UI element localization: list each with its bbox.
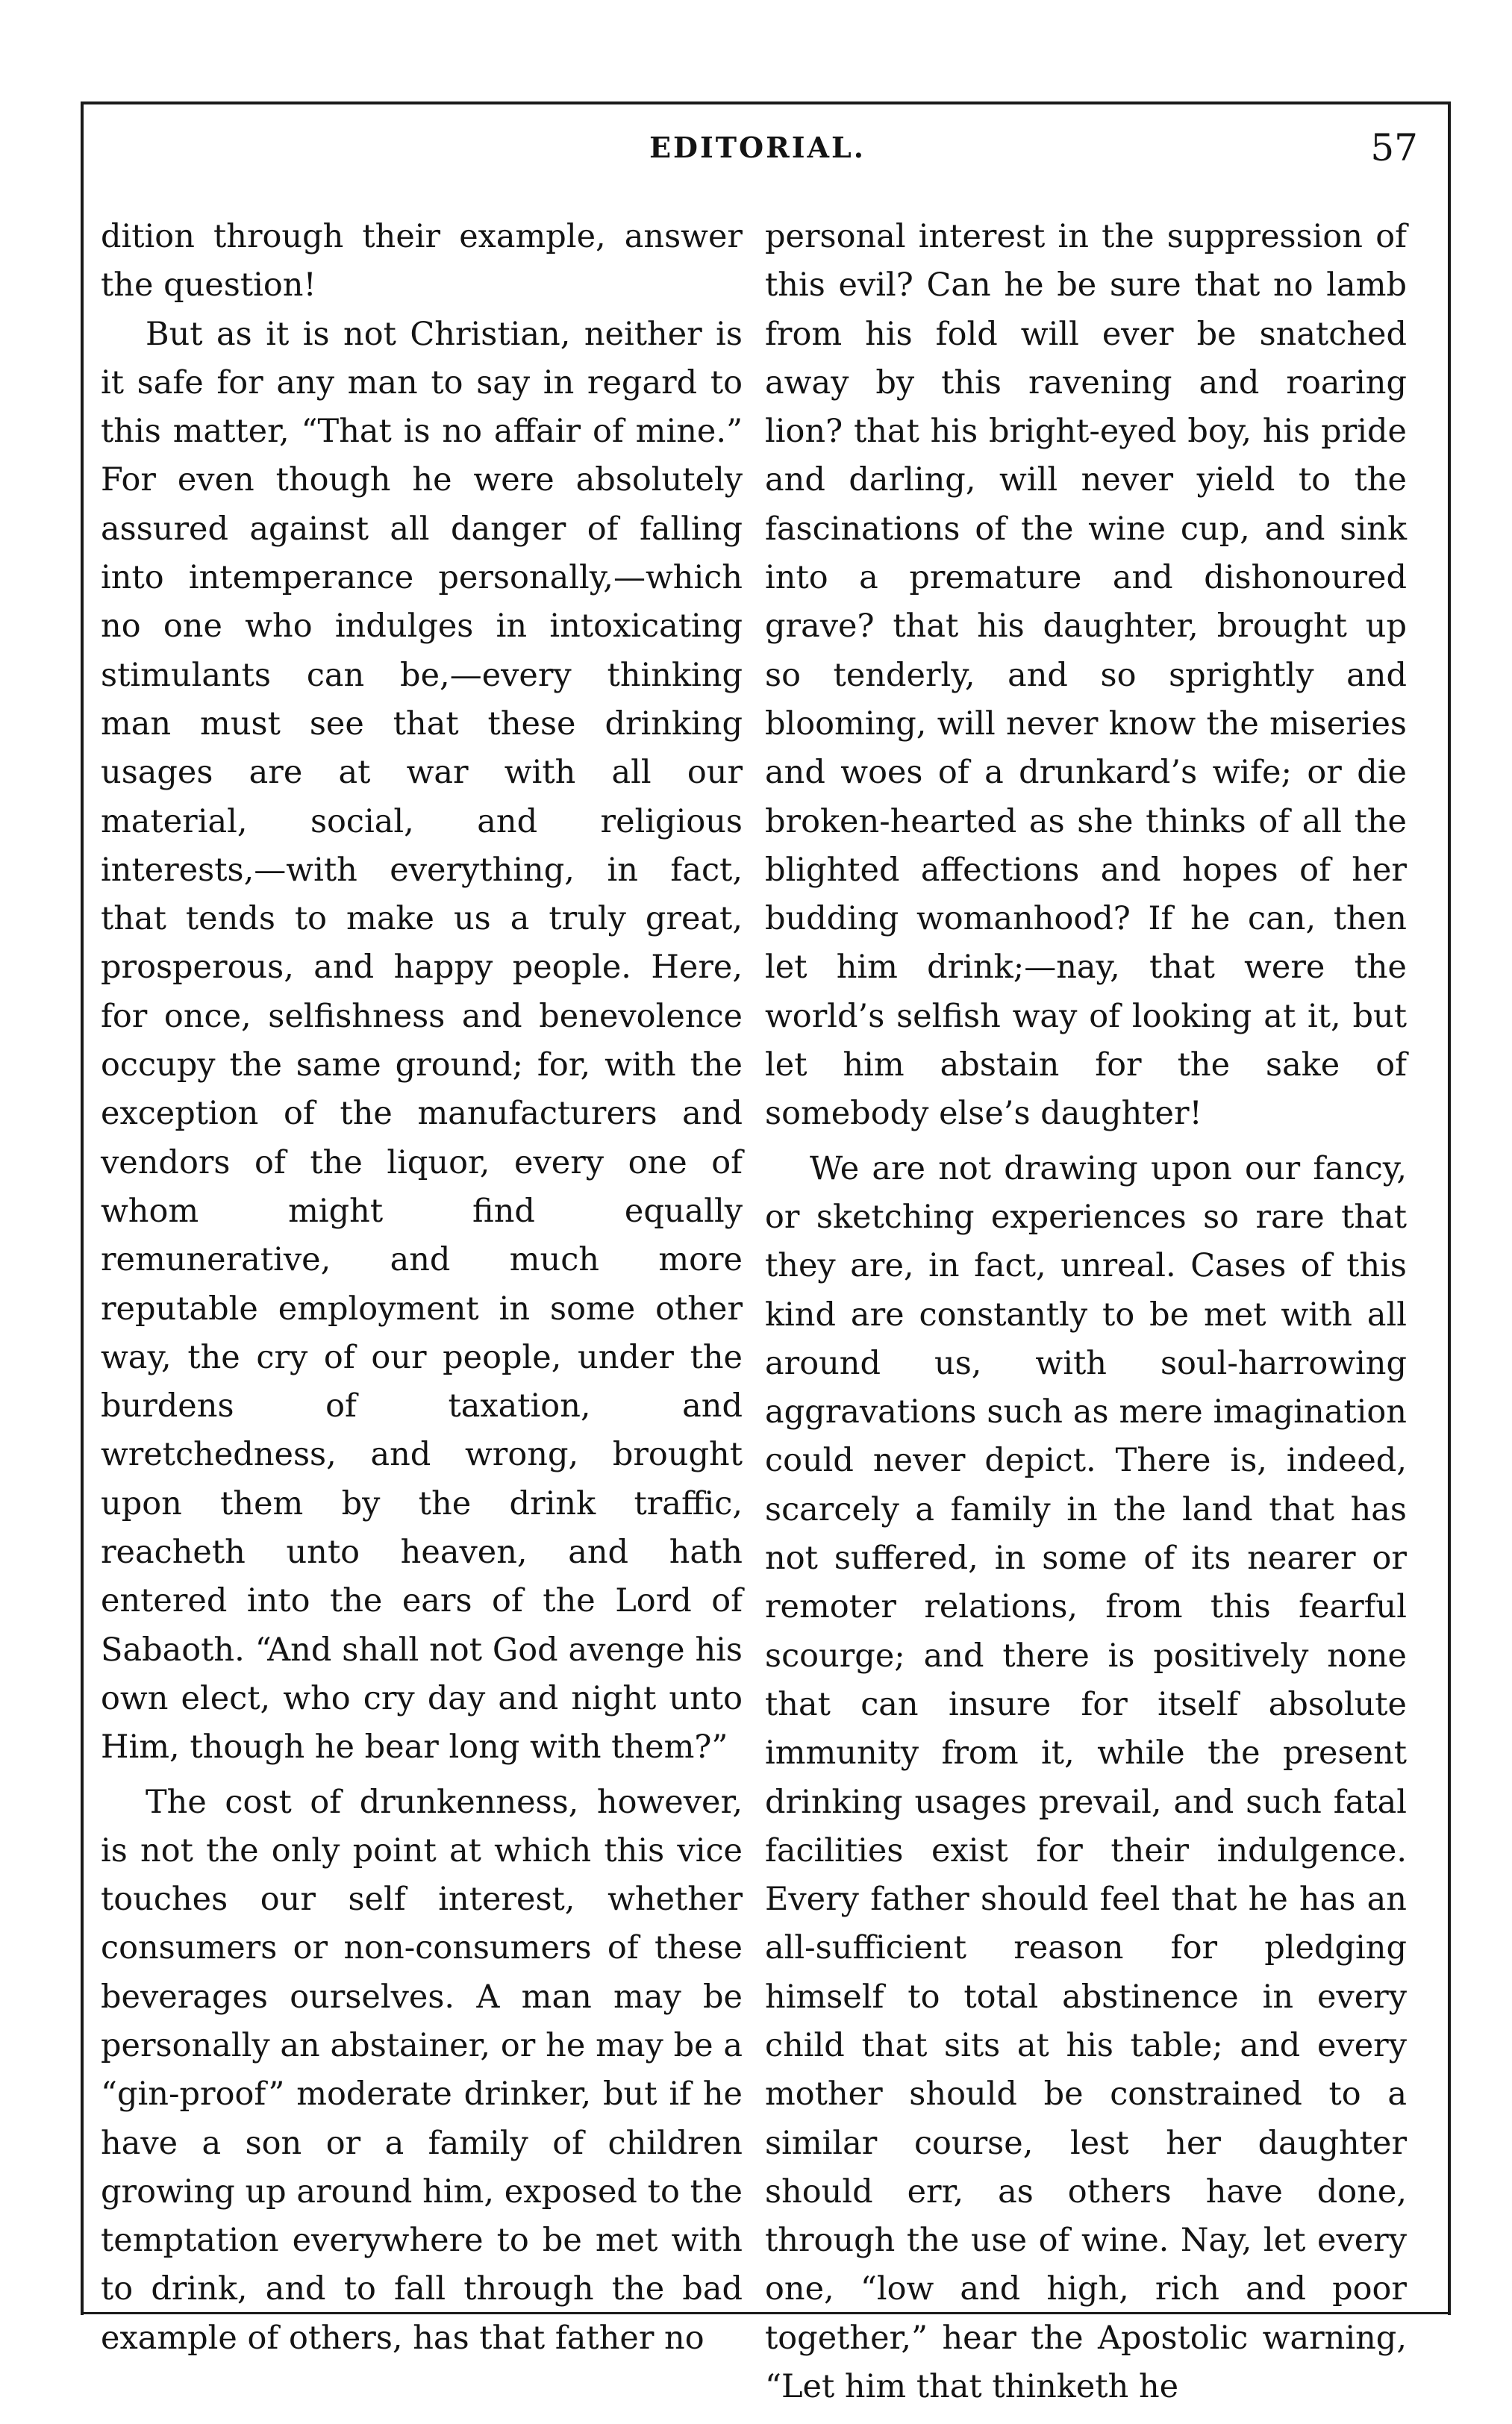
paragraph: We are not drawing upon our fancy, or sketching experiences so rare that they are, in fact, unreal. Cases of this kind are constantly to be met with all around us, with soul-harrowing aggravations such as mere imagination could never depict. There is, indeed, scarcely a family in the land that has not suffered, in some of its nearer or remoter relations, from this fearful scourge; and there is positively none that can insure for itself absolute immunity from it, while the present drinking usages prevail, and such fatal facilities exist for their indulgence. Every father should feel that he has an all-sufficient reason for pledging himself to total abstinence in every child that sits at his table; and every mother should be constrained to a similar course, lest her daughter should err, as others have done, through the use of wine. Nay, let every one, “low and high, rich and poor together,” hear the Apostolic warning, “Let him that thinketh he <box>765 1149 1407 2406</box>
page-border-top <box>84 101 1451 104</box>
right-column <box>765 213 1407 2411</box>
page-number: 57 <box>1370 126 1418 169</box>
running-head: EDITORIAL. <box>649 131 866 164</box>
page-border-right <box>1448 101 1451 2315</box>
paragraph: The cost of drunkenness, however, is not the only point at which this vice touches our self interest, whether consumers or non-consumers of these beverages ourselves. A man may be personally an abstainer, or he may be a “gin-proof” moderate drinker, but if he have a son or a family of children growing up around him, exposed to the temptation everywhere to be met with to drink, and to fall through the bad example of others, has that father no <box>101 1783 743 2357</box>
page-border-left <box>81 101 84 2315</box>
page-header <box>97 126 1418 183</box>
paragraph: But as it is not Christian, neither is it safe for any man to say in regard to this matter, “That is no affair of mine.” For even though he were absolutely assured against all danger of falling into intemperance personally,—which no one who indulges in intoxicating stimulants can be,—every thinking man must see that these drinking usages are at war with all our material, social, and religious interests,—with everything, in fact, that tends to make us a truly great, prosperous, and happy people. Here, for once, selfishness and benevolence occupy the same ground; for, with the exception of the manufacturers and vendors of the liquor, every one of whom might find equally remunerative, and much more reputable employment in some other way, the cry of our people, under the burdens of taxation, and wretchedness, and wrong, brought upon them by the drink traffic, reacheth unto heaven, and hath entered into the ears of the Lord of Sabaoth. “And shall not God avenge his own elect, who cry day and night unto Him, though he bear long with them?” <box>101 315 743 1767</box>
left-column <box>101 213 743 2363</box>
paragraph: dition through their example, answer the question! <box>101 218 743 304</box>
paragraph: personal interest in the suppression of this evil? Can he be sure that no lamb from his fold will ever be snatched away by this ravening and roaring lion? that his bright-eyed boy, his pride and darling, will never yield to the fascinations of the wine cup, and sink into a premature and dishonoured grave? that his daughter, brought up so tenderly, and so sprightly and blooming, will never know the miseries and woes of a drunkard’s wife; or die broken-hearted as she thinks of all the blighted affections and hopes of her budding womanhood? If he can, then let him drink;—nay, that were the world’s selfish way of looking at it, but let him abstain for the sake of somebody else’s daughter! <box>765 218 1407 1133</box>
